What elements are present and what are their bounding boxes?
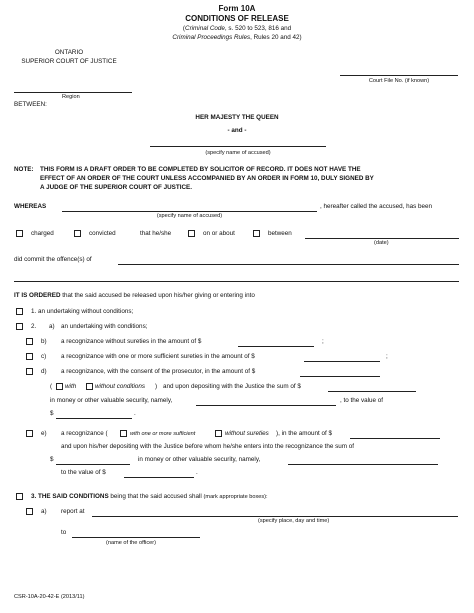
recognizance-with-sureties-checkbox[interactable]: [26, 353, 33, 360]
e-deposit-amount-field[interactable]: [56, 464, 130, 465]
recognizance-e-label: a recognizance (: [61, 430, 108, 437]
item-b-semicolon: ;: [322, 338, 324, 345]
form-reference-line2: Criminal Proceedings Rules, Rules 20 and 42): [172, 34, 302, 41]
on-or-about-label: on or about: [203, 230, 235, 237]
report-at-label: report at: [61, 508, 85, 515]
e-money-security-label: in money or other valuable security, namely,: [138, 456, 261, 463]
ordered-statement: IT IS ORDERED that the said accused be released upon his/her giving or entering into: [14, 292, 255, 299]
e-dollar-sign: $: [50, 456, 54, 463]
undertaking-with-conditions-checkbox[interactable]: [16, 323, 23, 330]
money-security-field[interactable]: [196, 405, 336, 406]
item-2a-letter: a): [49, 323, 55, 330]
e-money-security-field[interactable]: [288, 464, 438, 465]
e-value-label: to the value of $: [61, 469, 106, 476]
report-checkbox[interactable]: [26, 508, 33, 515]
recognizance-without-sureties-amount-field[interactable]: [238, 346, 314, 347]
recognizance-e-deposit-label: and upon his/her depositing with the Justice before whom he/she enters into the recognizance the sum of: [61, 443, 354, 450]
crown-party: HER MAJESTY THE QUEEN: [195, 114, 279, 121]
item-b-letter: b): [41, 338, 47, 345]
officer-name-label: (name of the officer): [106, 540, 156, 546]
report-to-label: to: [61, 529, 67, 536]
report-place-label: (specify place, day and time): [258, 518, 330, 524]
report-place-field[interactable]: [92, 516, 458, 517]
recognizance-e-amount-field[interactable]: [350, 438, 440, 439]
and-label: - and -: [227, 127, 247, 134]
item-d-close-paren: ): [155, 383, 158, 390]
offence-label: did commit the offence(s) of: [14, 256, 92, 263]
accused-name-field[interactable]: [150, 146, 326, 147]
date-label: (date): [374, 240, 389, 246]
whereas-accused-field[interactable]: [62, 211, 317, 212]
note-text-line2: EFFECT OF AN ORDER OF THE COURT UNLESS ACCOMPANIED BY AN ORDER IN FORM 10, DULY SIGNED BY: [40, 175, 374, 182]
between-label: BETWEEN:: [14, 101, 47, 108]
note-label: NOTE:: [14, 166, 34, 173]
that-he-she-label: that he/she: [140, 230, 172, 237]
court-file-number-field[interactable]: [340, 75, 458, 76]
undertaking-without-conditions-label: 1. an undertaking without conditions;: [31, 308, 134, 315]
offence-field-line2[interactable]: [14, 281, 459, 282]
province-label: ONTARIO: [54, 49, 84, 56]
on-or-about-checkbox[interactable]: [188, 230, 195, 237]
between-dates-label: between: [268, 230, 292, 237]
e-value-amount-field[interactable]: [124, 477, 194, 478]
recognizance-consent-label: a recognizance, with the consent of the prosecutor, in the amount of $: [61, 368, 256, 375]
to-the-value-label: , to the value of: [340, 397, 384, 404]
item-e-period: .: [196, 469, 198, 476]
deposit-sum-field[interactable]: [328, 391, 416, 392]
without-sureties-label: without sureties: [225, 430, 269, 437]
form-number: Form 10A: [218, 4, 256, 13]
court-file-number-label: Court File No. (if known): [368, 78, 430, 84]
item-c-semicolon: ;: [386, 353, 388, 360]
without-conditions-checkbox[interactable]: [86, 383, 93, 390]
money-security-label: in money or other valuable security, namely,: [50, 397, 173, 404]
whereas-hereafter-text: , hereafter called the accused, has been: [320, 203, 433, 210]
recognizance-with-sureties-amount-field[interactable]: [304, 361, 380, 362]
between-checkbox[interactable]: [253, 230, 260, 237]
said-conditions-checkbox[interactable]: [16, 493, 23, 500]
region-label: Region: [62, 94, 80, 100]
region-field[interactable]: [14, 92, 132, 93]
form-code: CSR-10A-20-42-E (2013/11): [14, 594, 85, 600]
recognizance-consent-amount-field[interactable]: [300, 376, 380, 377]
accused-name-label: (specify name of accused): [205, 150, 271, 156]
with-label: with: [65, 383, 77, 390]
officer-name-field[interactable]: [72, 537, 200, 538]
with-sureties-label: with one or more sufficient: [130, 431, 196, 437]
note-text-line3: A JUDGE OF THE SUPERIOR COURT OF JUSTICE.: [40, 184, 192, 191]
note-text-line1: THIS FORM IS A DRAFT ORDER TO BE COMPLETED BY SOLICITOR OF RECORD. IT DOES NOT HAVE THE: [40, 166, 361, 173]
undertaking-with-conditions-label: an undertaking with conditions;: [61, 323, 148, 330]
charged-checkbox[interactable]: [16, 230, 23, 237]
offence-field[interactable]: [118, 264, 459, 265]
with-conditions-checkbox[interactable]: [56, 383, 63, 390]
item-d-open-paren: (: [50, 383, 53, 390]
item-e-letter: e): [41, 430, 47, 437]
offence-date-field[interactable]: [305, 238, 459, 239]
recognizance-without-sureties-checkbox[interactable]: [26, 338, 33, 345]
value-amount-field[interactable]: [56, 418, 132, 419]
recognizance-consent-checkbox[interactable]: [26, 368, 33, 375]
convicted-checkbox[interactable]: [74, 230, 81, 237]
recognizance-e-amount-label: ), in the amount of $: [276, 430, 333, 437]
deposit-sum-label: and upon depositing with the Justice the sum of $: [163, 383, 301, 390]
without-conditions-label: without conditions: [95, 383, 146, 390]
form-title: CONDITIONS OF RELEASE: [185, 14, 289, 23]
said-conditions-statement: 3. THE SAID CONDITIONS being that the said accused shall (mark appropriate boxes):: [31, 493, 268, 500]
with-sureties-checkbox[interactable]: [120, 430, 127, 437]
form-reference-line1: (Criminal Code, s. 520 to 523, 816 and: [182, 25, 292, 32]
recognizance-with-sureties-label: a recognizance with one or more sufficient sureties in the amount of $: [61, 353, 255, 360]
value-dollar-sign: $: [50, 410, 54, 417]
whereas-label: WHEREAS: [14, 203, 47, 210]
item-d-letter: d): [41, 368, 47, 375]
recognizance-e-checkbox[interactable]: [26, 430, 33, 437]
item-c-letter: c): [41, 353, 47, 360]
charged-label: charged: [31, 230, 54, 237]
item-d-period: .: [134, 410, 136, 417]
whereas-accused-label: (specify name of accused): [156, 213, 223, 219]
item-2-number: 2.: [31, 323, 37, 330]
court-name: SUPERIOR COURT OF JUSTICE: [21, 58, 117, 65]
convicted-label: convicted: [89, 230, 116, 237]
undertaking-without-conditions-checkbox[interactable]: [16, 308, 23, 315]
without-sureties-checkbox[interactable]: [215, 430, 222, 437]
recognizance-without-sureties-label: a recognizance without sureties in the amount of $: [61, 338, 202, 345]
item-3a-letter: a): [41, 508, 47, 515]
